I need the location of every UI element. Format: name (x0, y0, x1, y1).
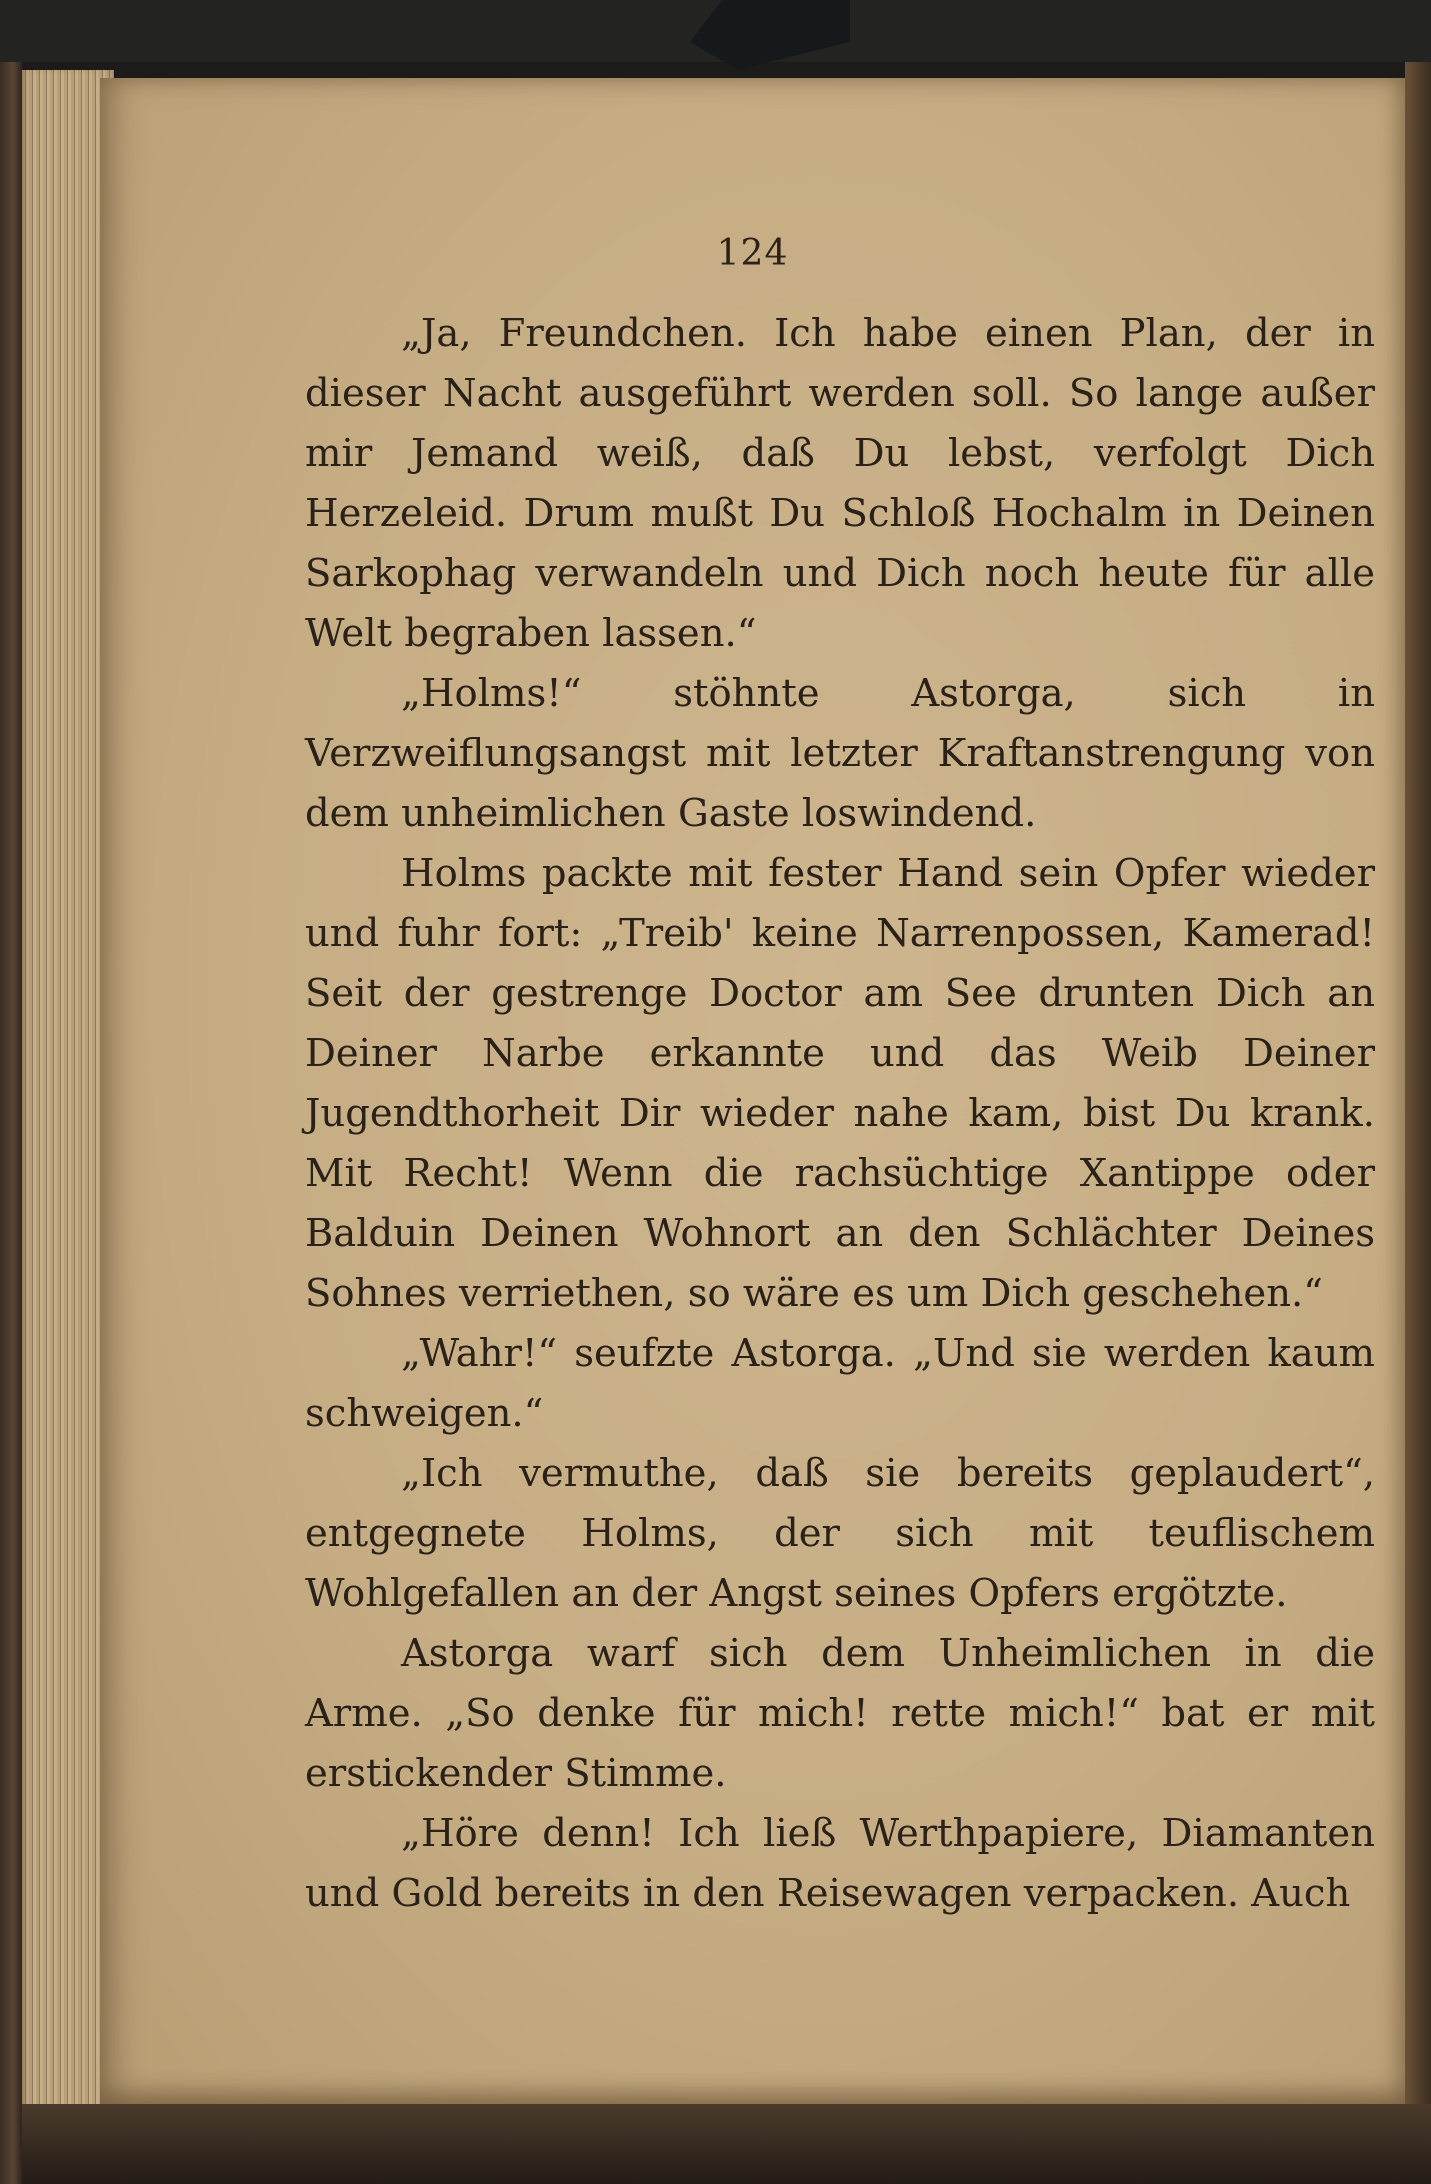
page (100, 78, 1405, 2104)
paragraph: Holms packte mit fester Hand sein Opfer wieder und fuhr fort: „Treib' keine Narrenpossen, Kamerad! Seit der gestrenge Doctor am See drunten Dich an Deiner Narbe erkannte und das Weib Deiner Jugendthorheit Dir wieder nahe kam, bist Du krank. Mit Recht! Wenn die rachsüchtige Xantippe oder Balduin Deinen Wohnort an den Schlächter Deines Sohnes verriethen, so wäre es um Dich geschehen.“ (305, 851, 1375, 1316)
paragraph: „Ja, Freundchen. Ich habe einen Plan, der in dieser Nacht ausgeführt werden soll. So lange außer mir Jemand weiß, daß Du lebst, verfolgt Dich Herzeleid. Drum mußt Du Schloß Hochalm in Deinen Sarkophag verwandeln und Dich noch heute für alle Welt begraben lassen.“ (305, 311, 1375, 656)
paragraph: Astorga warf sich dem Unheimlichen in die Arme. „So denke für mich! rette mich!“ bat er mit erstickender Stimme. (305, 1631, 1375, 1796)
paragraph: „Höre denn! Ich ließ Werthpapiere, Diamanten und Gold bereits in den Reisewagen verpacken. Auch (305, 1811, 1375, 1916)
book-cover-bottom (22, 2104, 1431, 2184)
page-number: 124 (716, 233, 789, 274)
body-text (305, 304, 1375, 1924)
book-cover-edge (1405, 62, 1431, 2184)
paragraph: „Wahr!“ seufzte Astorga. „Und sie werden kaum schweigen.“ (305, 1331, 1375, 1436)
paragraph: „Ich vermuthe, daß sie bereits geplaudert“, entgegnete Holms, der sich mit teuflischem Wohlgefallen an der Angst seines Opfers ergötzte. (305, 1451, 1375, 1616)
book-spine (0, 62, 22, 2184)
paragraph: „Holms!“ stöhnte Astorga, sich in Verzweiflungsangst mit letzter Kraftanstrengung von dem unheimlichen Gaste loswindend. (305, 671, 1375, 836)
